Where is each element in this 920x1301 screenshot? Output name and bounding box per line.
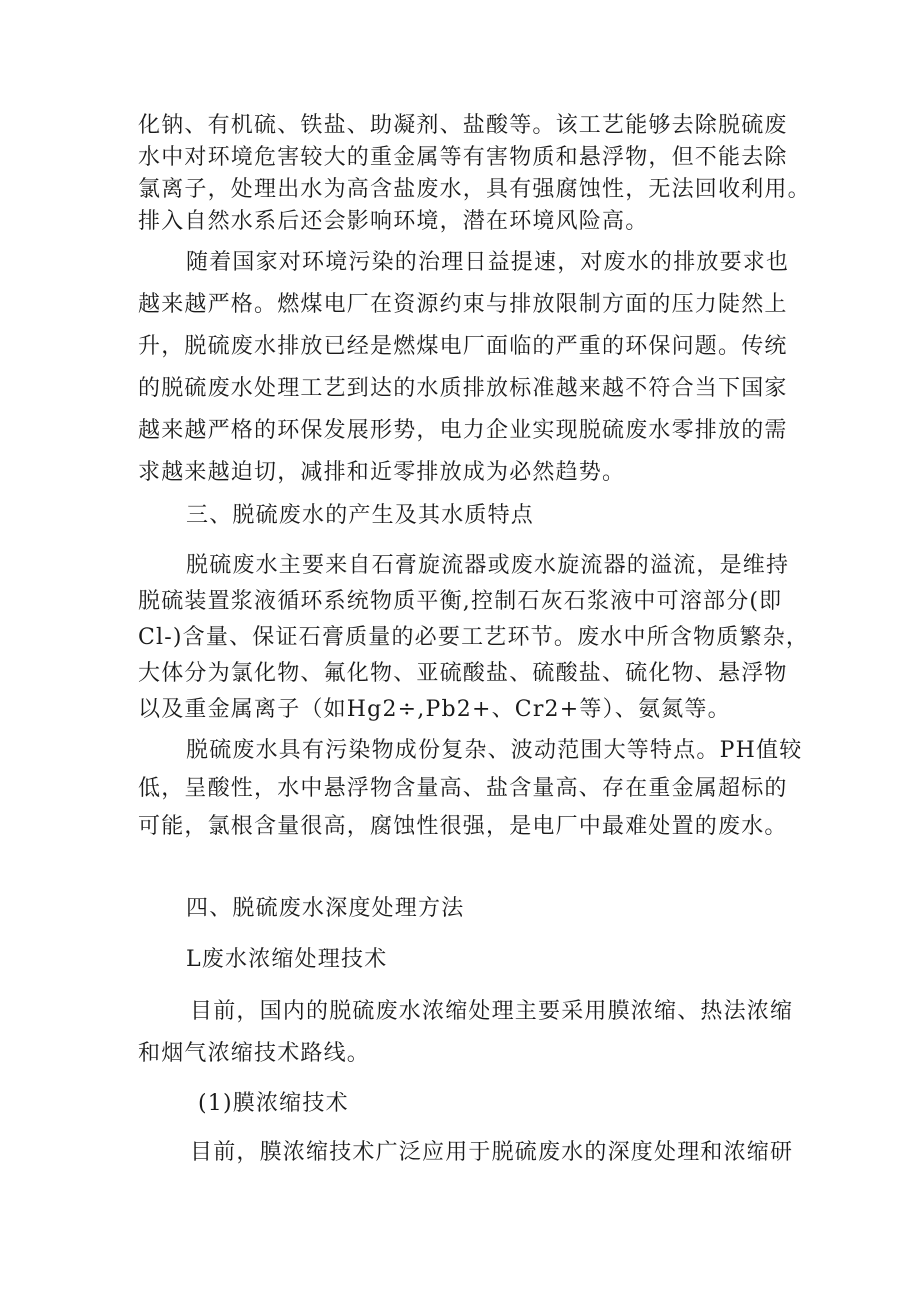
- heading-subsection-1: [138, 944, 798, 976]
- paragraph-concentration: [138, 996, 798, 1070]
- text-line: 求越来越迫切，减排和近零排放成为必然趋势。: [138, 460, 626, 485]
- text-line: 和烟气浓缩技术路线。: [138, 1041, 371, 1066]
- text-line: 升，脱硫废水排放已经是燃煤电厂面临的严重的环保问题。传统: [138, 334, 788, 359]
- text-line: 排入自然水系后还会影响环境，潜在环境风险高。: [138, 209, 649, 234]
- heading-section-4: [138, 893, 798, 925]
- text-line: Cl-)含量、保证石膏质量的必要工艺环节。废水中所含物质繁杂，: [138, 625, 810, 650]
- text-line: 脱硫废水主要来自石膏旋流器或废水旋流器的溢流，是维持: [186, 553, 790, 578]
- text-line: 水中对环境危害较大的重金属等有害物质和悬浮物，但不能去除: [138, 145, 788, 170]
- paragraph-policy: [138, 247, 798, 489]
- text-line: 的脱硫废水处理工艺到达的水质排放标准越来越不符合当下国家: [138, 376, 788, 401]
- subsection-heading: L废水浓缩处理技术: [186, 947, 388, 972]
- text-line: 化钠、有机硫、铁盐、助凝剂、盐酸等。该工艺能够去除脱硫废: [138, 113, 788, 138]
- text-line: 越来越严格的环保发展形势，电力企业实现脱硫废水零排放的需: [138, 418, 788, 443]
- paragraph-membrane: [138, 1137, 798, 1169]
- text-line: 目前，膜浓缩技术广泛应用于脱硫废水的深度处理和浓缩研: [190, 1140, 794, 1165]
- heading-section-3: [138, 500, 798, 532]
- text-line: 可能，氯根含量很高，腐蚀性很强，是电厂中最难处置的废水。: [138, 814, 788, 839]
- text-line: 随着国家对环境污染的治理日益提速，对废水的排放要求也: [186, 250, 790, 275]
- text-line: 大体分为氯化物、氟化物、亚硫酸盐、硫酸盐、硫化物、悬浮物: [138, 661, 788, 686]
- subsubsection-heading: (1)膜浓缩技术: [198, 1091, 349, 1116]
- text-line: 氯离子，处理出水为高含盐废水，具有强腐蚀性，无法回收利用。: [138, 177, 811, 202]
- section-heading: 四、脱硫废水深度处理方法: [186, 896, 465, 921]
- section-heading: 三、脱硫废水的产生及其水质特点: [186, 503, 535, 528]
- paragraph-intro-tail: [138, 110, 811, 238]
- text-line: 目前，国内的脱硫废水浓缩处理主要采用膜浓缩、热法浓缩: [190, 999, 794, 1024]
- heading-subsubsection-1: [138, 1088, 798, 1120]
- paragraph-characteristics: [138, 735, 803, 843]
- text-line: 越来越严格。燃煤电厂在资源约束与排放限制方面的压力陡然上: [138, 292, 788, 317]
- text-line: 低，呈酸性，水中悬浮物含量高、盐含量高、存在重金属超标的: [138, 776, 788, 801]
- text-line: 以及重金属离子（如Hg2÷,Pb2+、Cr2+等）、氨氮等。: [138, 697, 731, 722]
- paragraph-source: [138, 550, 810, 726]
- text-line: 脱硫废水具有污染物成份复杂、波动范围大等特点。PH值较: [186, 738, 803, 763]
- text-line: 脱硫装置浆液循环系统物质平衡,控制石灰石浆液中可溶部分(即: [138, 589, 783, 614]
